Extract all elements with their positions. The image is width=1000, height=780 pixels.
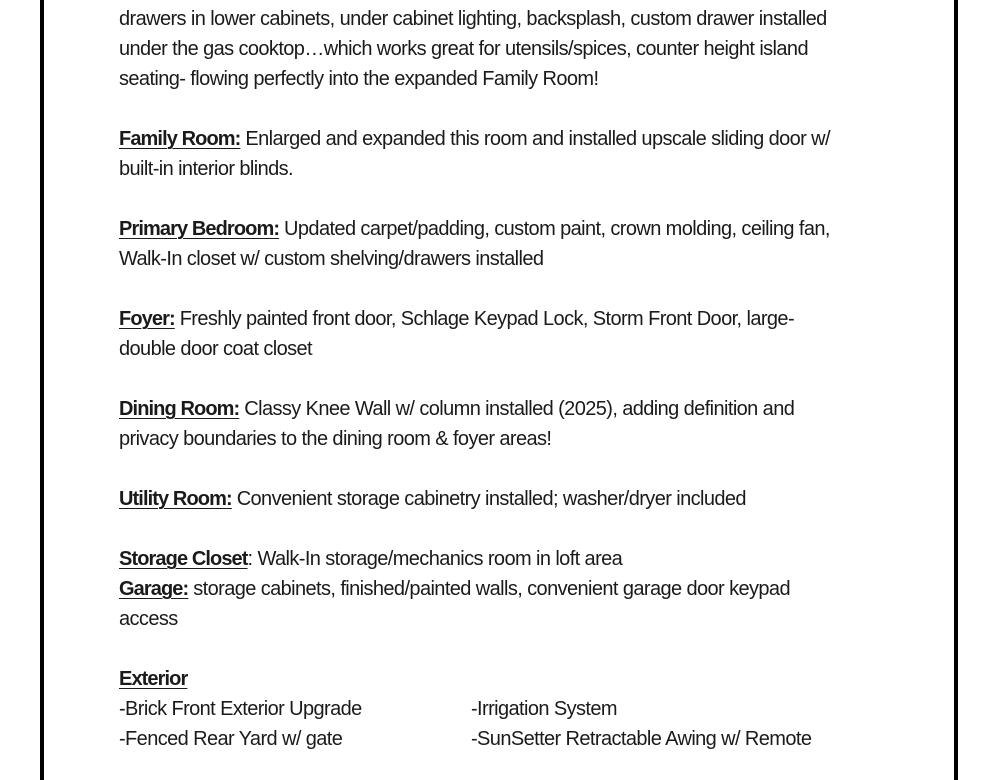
exterior-item: -Irrigation System <box>471 698 617 720</box>
family-room-line-1 <box>119 124 899 154</box>
family-room-text: Enlarged and expanded this room and installed upscale sliding door w/ <box>240 128 830 150</box>
dining-room-heading: Dining Room: <box>119 398 240 420</box>
foyer-text: Freshly painted front door, Schlage Keypad Lock, Storm Front Door, large- <box>174 308 795 330</box>
exterior-heading: Exterior <box>119 668 188 690</box>
family-room-line-2: built-in interior blinds. <box>119 158 293 180</box>
foyer-line-1 <box>119 304 899 334</box>
document-body <box>119 0 899 754</box>
garage-heading: Garage: <box>119 578 189 600</box>
primary-bedroom-line-2: Walk-In closet w/ custom shelving/drawers installed <box>119 248 544 270</box>
kitchen-line-1: drawers in lower cabinets, under cabinet lighting, backsplash, custom drawer installed <box>119 8 827 30</box>
dining-room-text: Classy Knee Wall w/ column installed (2025), adding definition and <box>239 398 795 420</box>
dining-room-line-2: privacy boundaries to the dining room & foyer areas! <box>119 428 552 450</box>
garage-text: storage cabinets, finished/painted walls, convenient garage door keypad <box>188 578 790 600</box>
storage-closet-line-1 <box>119 544 899 574</box>
family-room-heading: Family Room: <box>119 128 241 150</box>
storage-closet-text: : Walk-In storage/mechanics room in loft area <box>247 548 623 570</box>
dining-room-line-1 <box>119 394 899 424</box>
primary-bedroom-line-1 <box>119 214 899 244</box>
garage-line-2: access <box>119 608 178 630</box>
exterior-item: -Fenced Rear Yard w/ gate <box>119 728 343 750</box>
exterior-heading-line <box>119 664 899 694</box>
primary-bedroom-heading: Primary Bedroom: <box>119 218 280 240</box>
garage-line-1 <box>119 574 899 604</box>
exterior-item: -Brick Front Exterior Upgrade <box>119 698 362 720</box>
foyer-heading: Foyer: <box>119 308 175 330</box>
exterior-row-1 <box>119 694 899 724</box>
utility-room-heading: Utility Room: <box>119 488 232 510</box>
exterior-item: -SunSetter Retractable Awing w/ Remote <box>471 728 812 750</box>
kitchen-line-3: seating- flowing perfectly into the expanded Family Room! <box>119 68 599 90</box>
utility-room-line-1 <box>119 484 899 514</box>
storage-closet-heading: Storage Closet <box>119 548 248 570</box>
utility-room-text: Convenient storage cabinetry installed; washer/dryer included <box>231 488 746 510</box>
foyer-line-2: double door coat closet <box>119 338 313 360</box>
kitchen-line-2: under the gas cooktop…which works great for utensils/spices, counter height island <box>119 38 808 60</box>
primary-bedroom-text: Updated carpet/padding, custom paint, crown molding, ceiling fan, <box>279 218 830 240</box>
